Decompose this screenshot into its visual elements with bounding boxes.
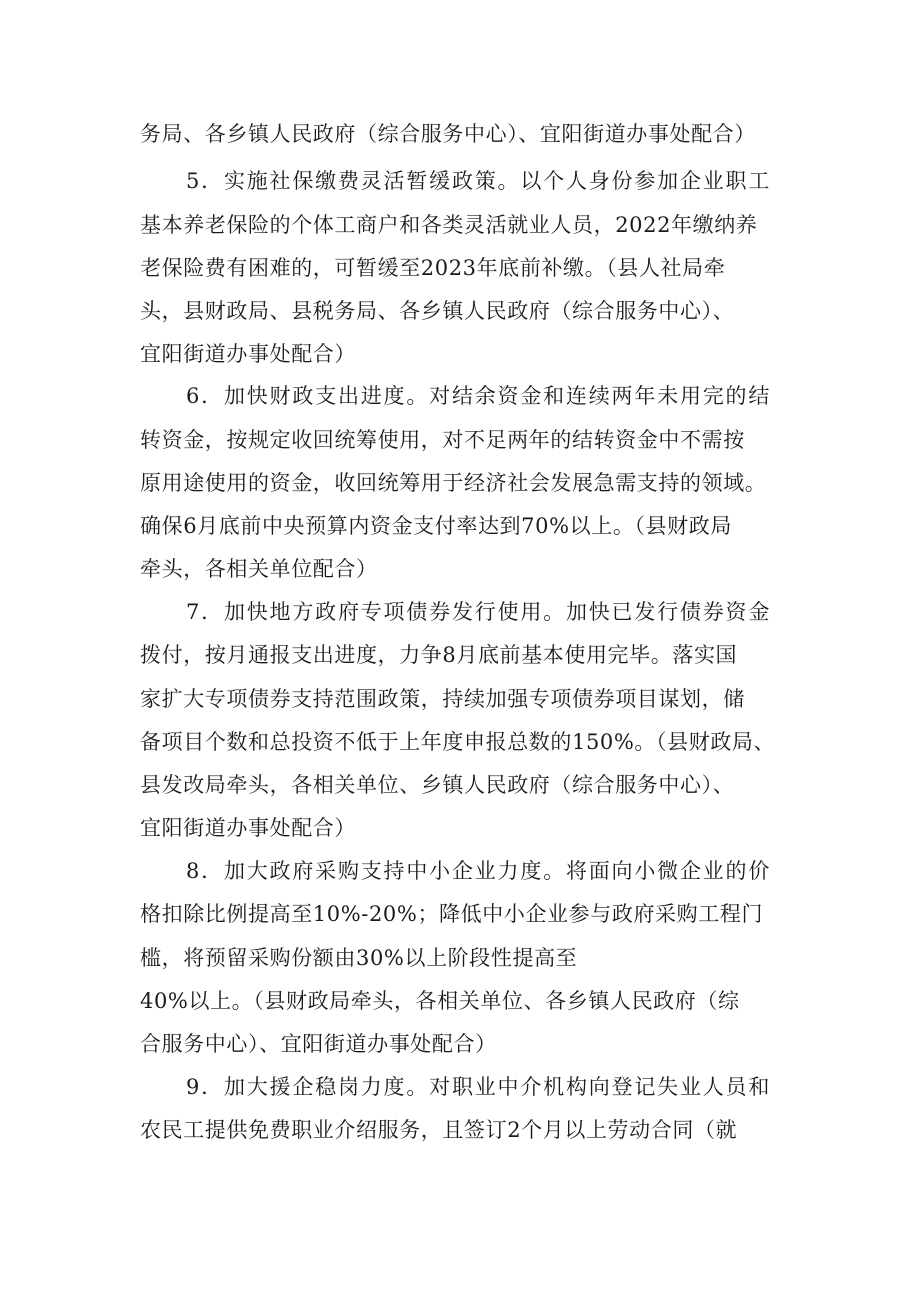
text-line: 槛，将预留采购份额由30%以上阶段性提高至 [140,946,578,970]
text-line: 拨付，按月通报支出进度，力争8月底前基本使用完毕。落实国 [140,643,738,667]
text-line: 县发改局牵头，各相关单位、乡镇人民政府（综合服务中心）、 [140,773,735,797]
paragraph-heading-9: 9．加大援企稳岗力度。对职业中介机构向登记失业人员和 [186,1075,772,1099]
text-line: 牵头，各相关单位配合） [140,557,378,581]
text-line: 务局、各乡镇人民政府（综合服务中心）、宜阳街道办事处配合） [140,122,756,146]
text-line: 备项目个数和总投资不低于上年度申报总数的150%。（县财政局、 [140,730,776,754]
text-line: 原用途使用的资金，收回统筹用于经济社会发展急需支持的领域。 [140,471,767,495]
paragraph-heading-5: 5．实施社保缴费灵活暂缓政策。以个人身份参加企业职工 [186,169,772,193]
text-line: 宜阳街道办事处配合） [140,816,356,840]
text-line: 老保险费有困难的，可暂缓至2023年底前补缴。（县人社局牵 [140,256,726,280]
paragraph-heading-8: 8．加大政府采购支持中小企业力度。将面向小微企业的价 [186,859,772,883]
text-line: 农民工提供免费职业介绍服务，且签订2个月以上劳动合同（就 [140,1118,738,1142]
paragraph-heading-6: 6．加快财政支出进度。对结余资金和连续两年未用完的结 [186,384,772,408]
text-line: 转资金，按规定收回统筹使用，对不足两年的结转资金中不需按 [140,428,745,452]
text-line: 格扣除比例提高至10%-20%；降低中小企业参与政府采购工程门 [140,902,764,926]
text-line: 确保6月底前中央预算内资金支付率达到70%以上。（县财政局 [140,514,732,538]
text-line: 家扩大专项债券支持范围政策，持续加强专项债券项目谋划，储 [140,687,745,711]
text-line: 宜阳街道办事处配合） [140,342,356,366]
paragraph-heading-7: 7．加快地方政府专项债券发行使用。加快已发行债券资金 [186,600,772,624]
text-line: 40%以上。（县财政局牵头，各相关单位、各乡镇人民政府（综 [140,989,740,1013]
text-line: 基本养老保险的个体工商户和各类灵活就业人员，2022年缴纳养 [140,213,758,237]
text-line: 合服务中心）、宜阳街道办事处配合） [140,1032,497,1056]
text-line: 头，县财政局、县税务局、各乡镇人民政府（综合服务中心）、 [140,299,735,323]
